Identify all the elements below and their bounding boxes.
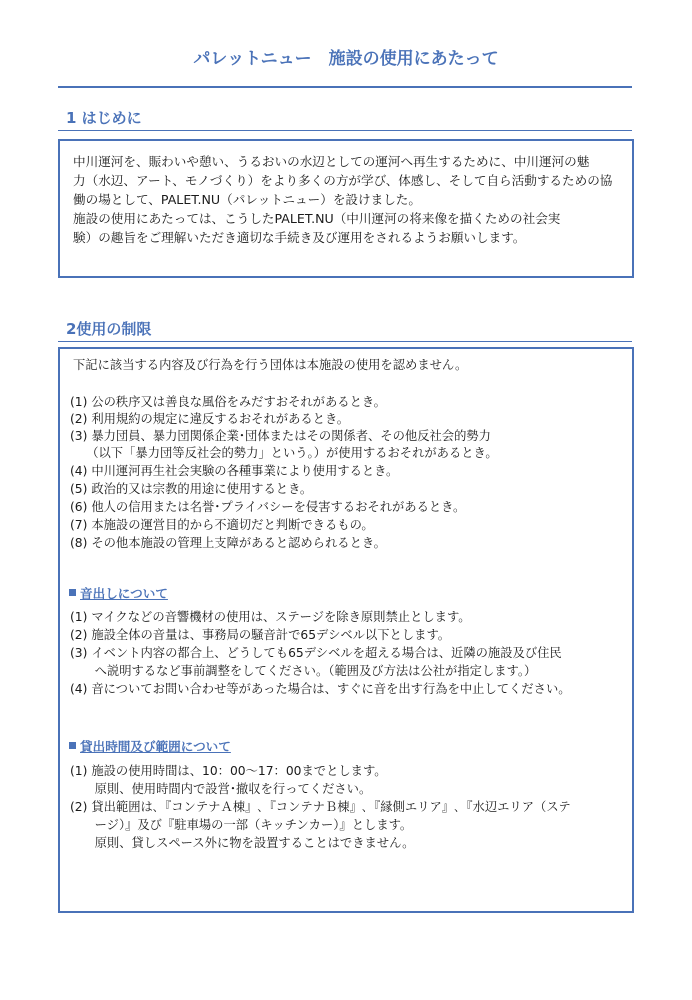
sound-item: (1) マイクなどの音響機材の使用は、ステージを除き原則禁止とします。 <box>70 610 471 624</box>
intro-line: 験）の趣旨をご理解いただき適切な手続き及び運用をされるようお願いします。 <box>73 230 526 245</box>
section-divider-intro <box>58 130 632 131</box>
restriction-item: (2) 利用規約の規定に違反するおそれがあるとき。 <box>70 412 350 426</box>
rental-item: (1) 施設の使用時間は、10：00～17：00までとします。 <box>70 764 387 778</box>
square-bullet-icon <box>69 589 76 596</box>
intro-text <box>73 152 628 247</box>
title-divider <box>58 86 632 88</box>
restriction-item: (3) 暴力団員、暴力団関係企業･団体またはその関係者、その他反社会的勢力 <box>70 429 491 443</box>
rental-item-continued: ージ）』及び『駐車場の一部（キッチンカー）』とします。 <box>70 818 413 832</box>
rental-item-continued: 原則、貸しスペース外に物を設置することはできません。 <box>70 836 415 850</box>
subsection-heading-text: 貸出時間及び範囲について <box>80 739 231 754</box>
subsection-heading-sound <box>69 583 168 602</box>
subsection-heading-text: 音出しについて <box>80 586 168 601</box>
section-heading-restrictions: 2使用の制限 <box>66 320 152 338</box>
section-heading-intro: 1 はじめに <box>66 109 142 127</box>
rental-item-continued: 原則、使用時間内で設営･撤収を行ってください。 <box>70 782 372 796</box>
restriction-item: (4) 中川運河再生社会実験の各種事業により使用するとき。 <box>70 464 399 478</box>
restriction-item: (6) 他人の信用または名誉･プライバシーを侵害するおそれがあるとき。 <box>70 500 466 514</box>
sound-item: (4) 音についてお問い合わせ等があった場合は、すぐに音を出す行為を中止してください。 <box>70 682 571 696</box>
sound-item: (3) イベント内容の都合上、どうしても65デシベルを超える場合は、近隣の施設及び住民 <box>70 646 562 660</box>
sound-item-continued: へ説明するなど事前調整をしてください。（範囲及び方法は公社が指定します。） <box>70 664 537 678</box>
restriction-item: (5) 政治的又は宗教的用途に使用するとき。 <box>70 482 313 496</box>
restrictions-lead: 下記に該当する内容及び行為を行う団体は本施設の使用を認めません。 <box>73 358 468 372</box>
restriction-item: (8) その他本施設の管理上支障があると認められるとき。 <box>70 536 386 550</box>
square-bullet-icon <box>69 742 76 749</box>
intro-line: 施設の使用にあたっては、こうしたPALET.NU（中川運河の将来像を描くための社会実 <box>73 211 561 226</box>
rental-item: (2) 貸出範囲は､『コンテナＡ棟』､『コンテナＢ棟』､『縁側エリア』､『水辺エリア（ステ <box>70 800 571 814</box>
section-divider-restrictions <box>58 341 632 342</box>
subsection-heading-rental <box>69 736 231 755</box>
sound-item: (2) 施設全体の音量は、事務局の騒音計で65デシベル以下とします。 <box>70 628 451 642</box>
intro-line: 働の場として、PALET.NU（パレットニュー）を設けました。 <box>73 192 421 207</box>
restriction-item: (1) 公の秩序又は善良な風俗をみだすおそれがあるとき。 <box>70 395 386 409</box>
intro-line: 力（水辺、アート、モノづくり）をより多くの方が学び、体感し、そして自ら活動するための協 <box>73 173 613 188</box>
restriction-item: (7) 本施設の運営目的から不適切だと判断できるもの。 <box>70 518 374 532</box>
page-title: パレットニュー 施設の使用にあたって <box>193 49 499 69</box>
restriction-item-continued: （以下「暴力団等反社会的勢力」という。）が使用するおそれがあるとき。 <box>70 446 498 460</box>
intro-line: 中川運河を、賑わいや憩い、うるおいの水辺としての運河へ再生するために、中川運河の魅 <box>73 154 590 169</box>
